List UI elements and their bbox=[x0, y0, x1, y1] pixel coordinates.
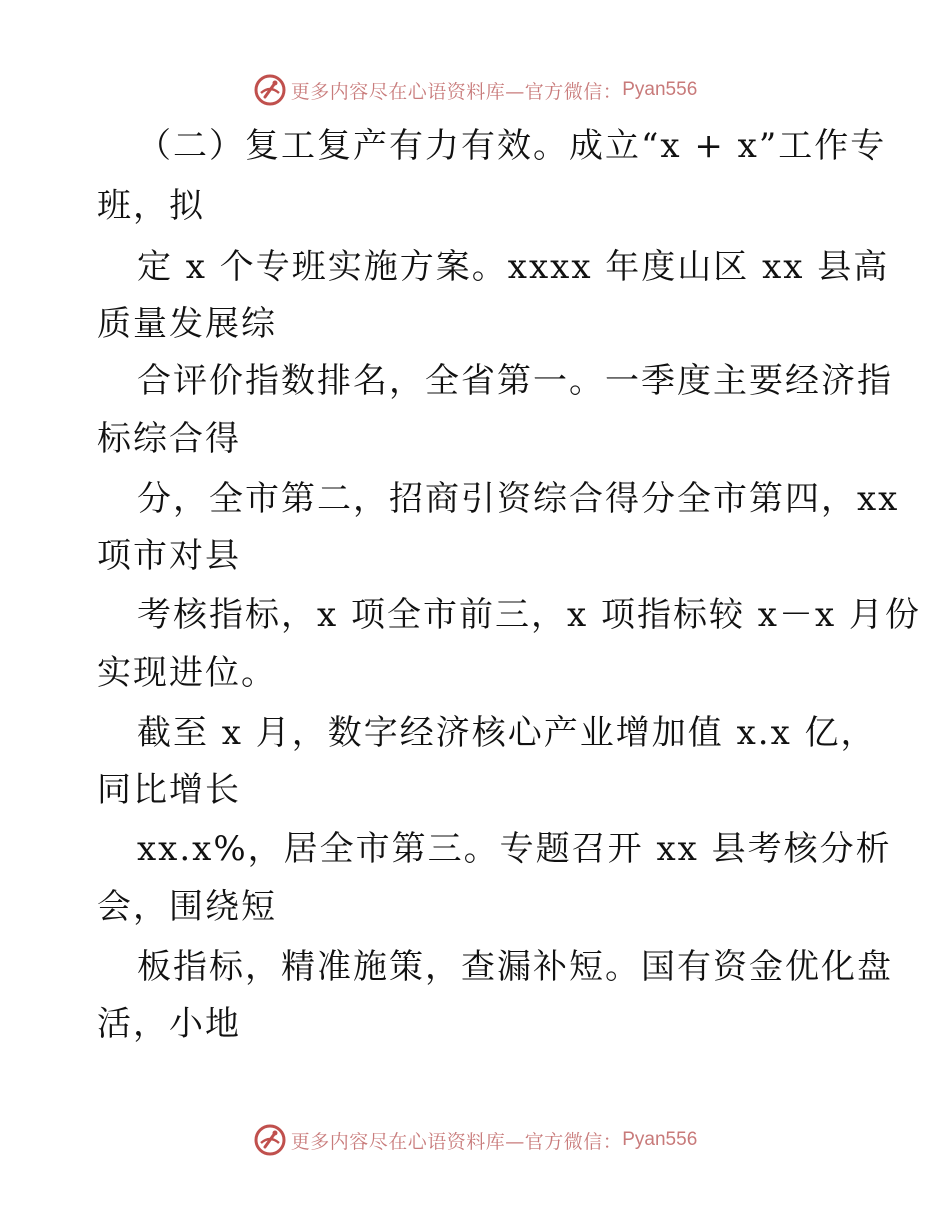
text-line: 项市对县 bbox=[97, 536, 241, 576]
text-line: 标综合得 bbox=[97, 419, 241, 459]
text-line: 同比增长 bbox=[97, 770, 241, 810]
watermark-wechat-id: Pyan556 bbox=[622, 79, 698, 100]
text-line: 合评价指数排名，全省第一。一季度主要经济指 bbox=[137, 361, 893, 401]
book-pen-logo-icon bbox=[253, 73, 287, 107]
text-line: 质量发展综 bbox=[97, 304, 277, 344]
footer-watermark bbox=[0, 1120, 950, 1160]
text-line: 班，拟 bbox=[97, 186, 205, 226]
watermark-text: 更多内容尽在心语资料库—官方微信： bbox=[290, 1130, 623, 1153]
text-line: xx.x%，居全市第三。专题召开 xx 县考核分析 bbox=[137, 829, 892, 869]
watermark-text: 更多内容尽在心语资料库—官方微信： bbox=[290, 80, 623, 103]
text-line: 实现进位。 bbox=[97, 653, 277, 693]
text-line: （二）复工复产有力有效。成立“x + x”工作专 bbox=[137, 126, 887, 166]
text-line: 分，全市第二，招商引资综合得分全市第四，xx bbox=[137, 479, 900, 519]
header-watermark bbox=[0, 70, 950, 110]
text-line: 定 x 个专班实施方案。xxxx 年度山区 xx 县高 bbox=[137, 247, 890, 287]
text-line: 会，围绕短 bbox=[97, 887, 277, 927]
text-line: 板指标，精准施策，查漏补短。国有资金优化盘 bbox=[137, 947, 893, 987]
book-pen-logo-icon bbox=[253, 1123, 287, 1157]
text-line: 截至 x 月，数字经济核心产业增加值 x.x 亿， bbox=[137, 713, 877, 753]
text-line: 活，小地 bbox=[97, 1004, 241, 1044]
text-line: 考核指标，x 项全市前三，x 项指标较 x－x 月份 bbox=[137, 595, 921, 635]
watermark-wechat-id: Pyan556 bbox=[622, 1129, 698, 1150]
